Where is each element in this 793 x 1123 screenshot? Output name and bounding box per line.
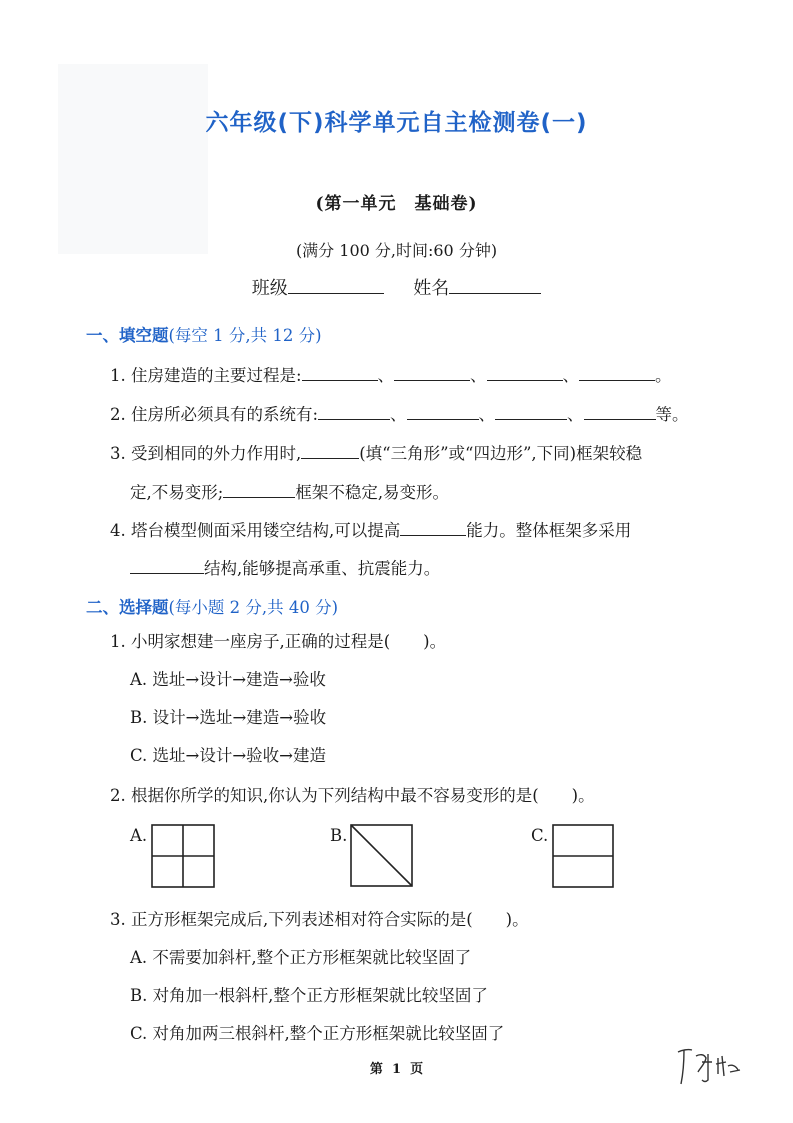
page-number: 第 1 页 [369, 1062, 424, 1077]
grid-square-figure [151, 824, 215, 888]
choice-q1-option-a[interactable]: A. 选址→设计→建造→验收 [130, 670, 326, 689]
choice-q1-option-b[interactable]: B. 设计→选址→建造→验收 [130, 708, 327, 727]
answer-blank[interactable] [301, 441, 359, 459]
answer-blank[interactable] [487, 363, 563, 381]
fill-q4-line2: 结构,能够提高承重、抗震能力。 [130, 556, 440, 579]
section2-heading: 二、选择题(每小题 2 分,共 40 分) [86, 598, 339, 617]
fill-q1: 1. 住房建造的主要过程是: 、 、 、 。 [110, 363, 672, 386]
name-label: 姓名 [413, 278, 450, 299]
answer-blank[interactable] [130, 556, 204, 574]
answer-blank[interactable] [394, 363, 470, 381]
choice-q1-option-c[interactable]: C. 选址→设计→验收→建造 [130, 746, 327, 765]
handwritten-signature [672, 1040, 744, 1088]
answer-blank[interactable] [223, 480, 295, 498]
choice-q3-option-b[interactable]: B. 对角加一根斜杆,整个正方形框架就比较坚固了 [130, 986, 488, 1005]
section1-heading: 一、填空题(每空 1 分,共 12 分) [86, 326, 322, 345]
choice-q1-stem: 1. 小明家想建一座房子,正确的过程是( )。 [110, 632, 447, 651]
answer-blank[interactable] [400, 518, 466, 536]
choice-q2-option-c-label[interactable]: C. [531, 826, 549, 845]
diagonal-square-figure [350, 824, 413, 887]
choice-q2-option-b-label[interactable]: B. [330, 826, 348, 845]
class-field[interactable] [288, 275, 384, 294]
name-field[interactable] [449, 275, 541, 294]
choice-q3-stem: 3. 正方形框架完成后,下列表述相对符合实际的是( )。 [110, 910, 529, 929]
student-info-row [0, 274, 793, 300]
fill-q2: 2. 住房所必须具有的系统有: 、 、 、 等。 [110, 402, 689, 425]
scan-shadow [58, 64, 208, 254]
page-subtitle: (第一单元 基础卷) [315, 194, 478, 214]
answer-blank[interactable] [407, 402, 479, 420]
answer-blank[interactable] [584, 402, 656, 420]
choice-q3-option-c[interactable]: C. 对角加两三根斜杆,整个正方形框架就比较坚固了 [130, 1024, 505, 1043]
choice-q2-stem: 2. 根据你所学的知识,你认为下列结构中最不容易变形的是( )。 [110, 786, 595, 805]
fill-q3-line1: 3. 受到相同的外力作用时, (填“三角形”或“四边形”,下同)框架较稳 [110, 441, 642, 464]
fill-q4-line1: 4. 塔台模型侧面采用镂空结构,可以提高 能力。整体框架多采用 [110, 518, 631, 541]
answer-blank[interactable] [318, 402, 390, 420]
answer-blank[interactable] [579, 363, 655, 381]
answer-blank[interactable] [495, 402, 567, 420]
exam-info: (满分 100 分,时间:60 分钟) [295, 241, 498, 260]
class-label: 班级 [251, 278, 288, 299]
page-title: 六年级(下)科学单元自主检测卷(一) [205, 110, 588, 136]
fill-q3-line2: 定,不易变形; 框架不稳定,易变形。 [130, 480, 449, 503]
split-rectangle-figure [552, 824, 614, 888]
choice-q2-option-a-label[interactable]: A. [130, 826, 148, 845]
answer-blank[interactable] [302, 363, 378, 381]
choice-q3-option-a[interactable]: A. 不需要加斜杆,整个正方形框架就比较坚固了 [130, 948, 472, 967]
